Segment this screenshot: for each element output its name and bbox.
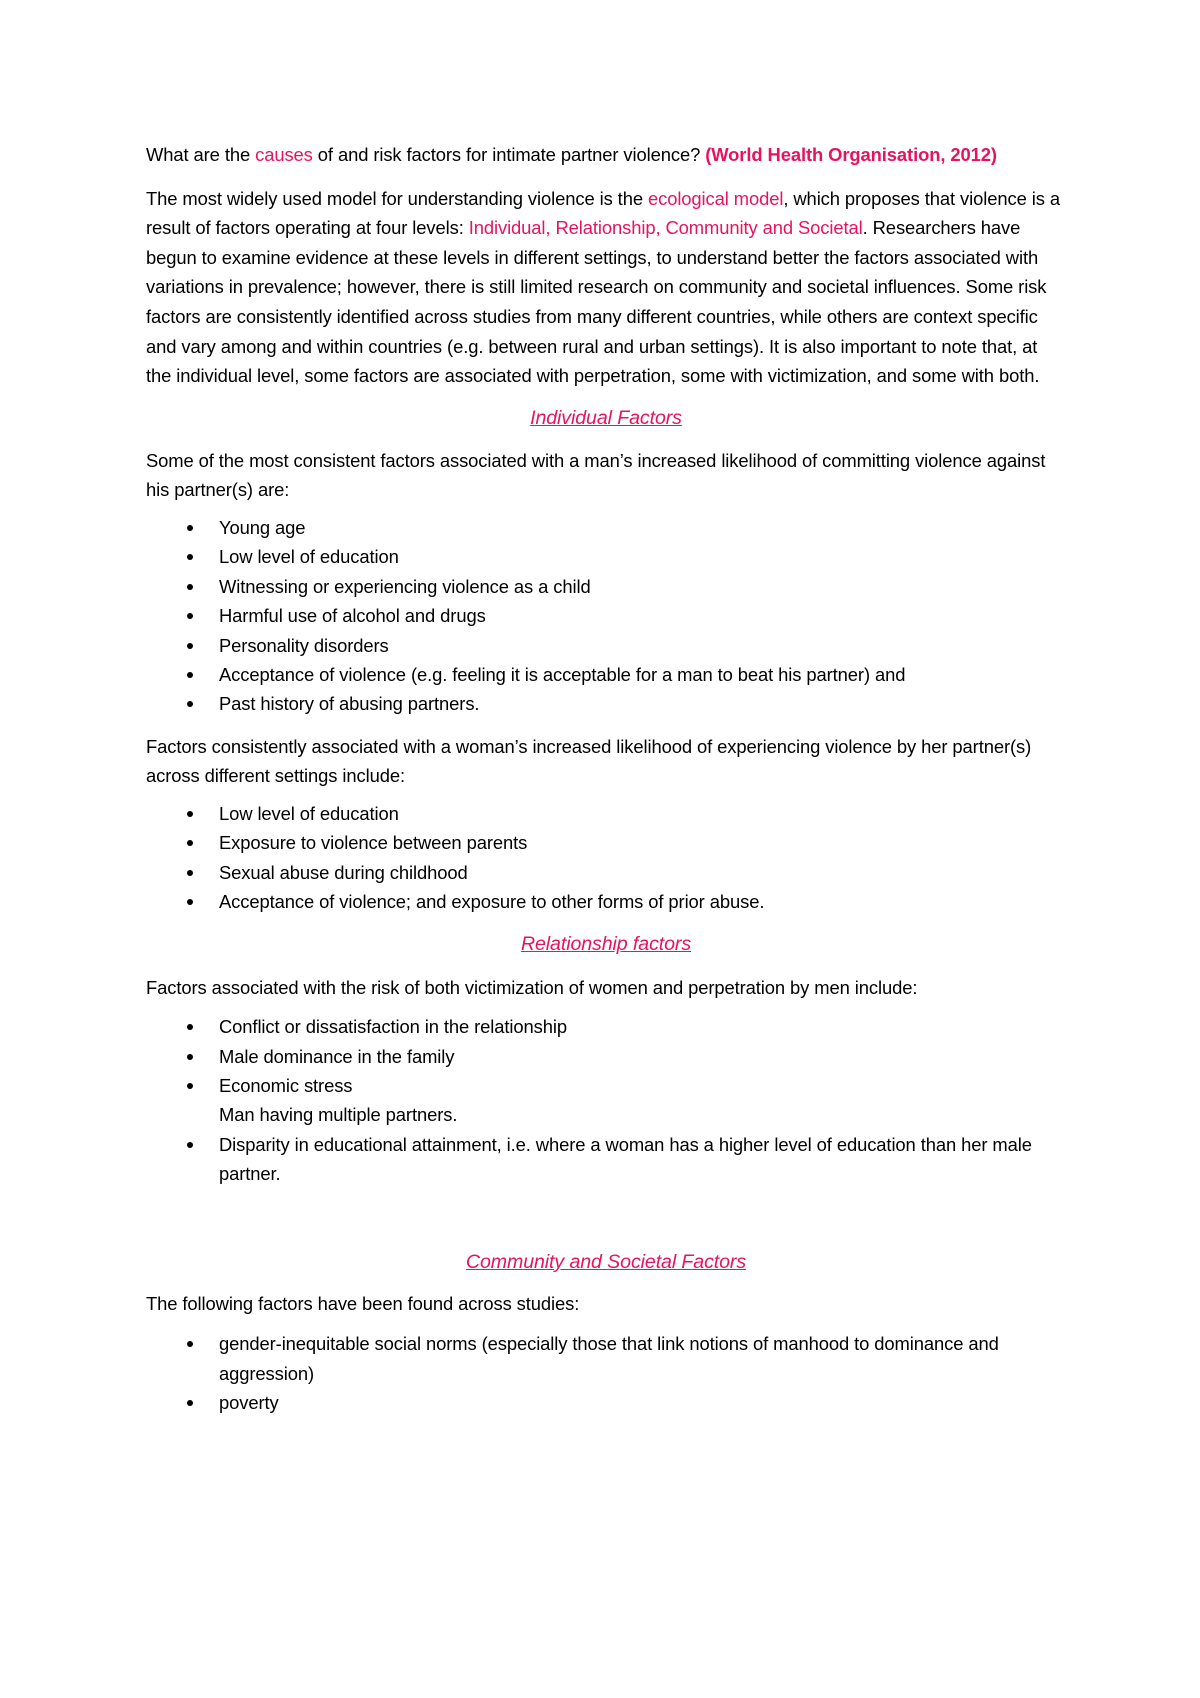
relationship-factors-list [146, 1012, 1066, 1188]
list-item: Acceptance of violence (e.g. feeling it is acceptable for a man to beat his partner) and [146, 660, 1066, 689]
intro-question [146, 140, 1066, 170]
list-item: poverty [146, 1388, 1066, 1417]
model-text-1: The most widely used model for understanding violence is the [146, 187, 648, 209]
list-item: gender-inequitable social norms (especially those that link notions of manhood to dominance and aggression) [146, 1329, 1066, 1388]
bullet-icon [187, 701, 193, 707]
bullet-icon [187, 672, 193, 678]
women-factors-intro: Factors consistently associated with a woman’s increased likelihood of experiencing violence by her partner(s) across different settings include: [146, 735, 1032, 787]
list-item: Male dominance in the family [146, 1042, 1066, 1071]
women-factors-list [146, 799, 1066, 917]
bullet-icon [187, 1341, 193, 1347]
list-item: Disparity in educational attainment, i.e. where a woman has a higher level of education than her male partner. [146, 1130, 1066, 1189]
intro-question-suffix: of and risk factors for intimate partner violence? [312, 144, 706, 165]
bullet-icon [187, 643, 193, 649]
bullet-icon [187, 1400, 193, 1406]
list-item: Exposure to violence between parents [146, 828, 1066, 857]
heading-relationship-factors: Relationship factors [520, 932, 692, 955]
community-factors-intro: The following factors have been found across studies: [146, 1292, 580, 1314]
list-item: Young age [146, 513, 1066, 542]
list-item: Sexual abuse during childhood [146, 858, 1066, 887]
causes-highlight: causes [255, 144, 313, 165]
list-item: Low level of education [146, 799, 1066, 828]
men-factors-list [146, 513, 1066, 719]
relationship-factors-intro: Factors associated with the risk of both victimization of women and perpetration by men include: [146, 976, 918, 998]
list-item: Personality disorders [146, 631, 1066, 660]
list-item: Harmful use of alcohol and drugs [146, 601, 1066, 630]
list-item: Witnessing or experiencing violence as a child [146, 572, 1066, 601]
bullet-icon [187, 840, 193, 846]
intro-question-prefix: What are the [146, 144, 256, 165]
bullet-icon [187, 870, 193, 876]
bullet-icon [187, 1083, 193, 1089]
bullet-icon [187, 899, 193, 905]
bullet-icon [187, 613, 193, 619]
bullet-icon [187, 584, 193, 590]
document-page [146, 140, 1066, 1417]
men-factors-intro: Some of the most consistent factors associated with a man’s increased likelihood of committing violence against his partner(s) are: [146, 449, 1046, 501]
model-text-3: . Researchers have begun to examine evidence at these levels in different settings, to understand better the factors associated with variations in prevalence; however, there is still limited research on community and societal influences. Some risk factors are consistently identified across studies from many different countries, while others are context specific and vary among and within countries (e.g. between rural and urban settings). It is also important to note that, at the individual level, some factors are associated with perpetration, some with victimization, and some with both. [146, 217, 1047, 387]
list-item: Economic stress [146, 1071, 1066, 1100]
list-item: Acceptance of violence; and exposure to other forms of prior abuse. [146, 887, 1066, 916]
list-item: Conflict or dissatisfaction in the relationship [146, 1012, 1066, 1041]
levels-highlight: Individual, Relationship, Community and Societal [468, 217, 863, 239]
list-item: Low level of education [146, 542, 1066, 571]
bullet-icon [187, 811, 193, 817]
ecological-model-highlight: ecological model [647, 187, 784, 209]
model-paragraph [146, 184, 1066, 391]
heading-community-societal-factors: Community and Societal Factors [465, 1250, 747, 1273]
community-factors-list [146, 1329, 1066, 1417]
list-item: Man having multiple partners. [219, 1104, 458, 1126]
bullet-icon [187, 1024, 193, 1030]
bullet-icon [187, 1142, 193, 1148]
model-text-2: , which proposes that violence is a result of factors operating at four levels: [146, 187, 1060, 239]
citation: (World Health Organisation, 2012) [705, 144, 997, 165]
list-item: Past history of abusing partners. [146, 689, 1066, 718]
bullet-icon [187, 1054, 193, 1060]
bullet-icon [187, 554, 193, 560]
bullet-icon [187, 525, 193, 531]
heading-individual-factors: Individual Factors [530, 406, 682, 429]
